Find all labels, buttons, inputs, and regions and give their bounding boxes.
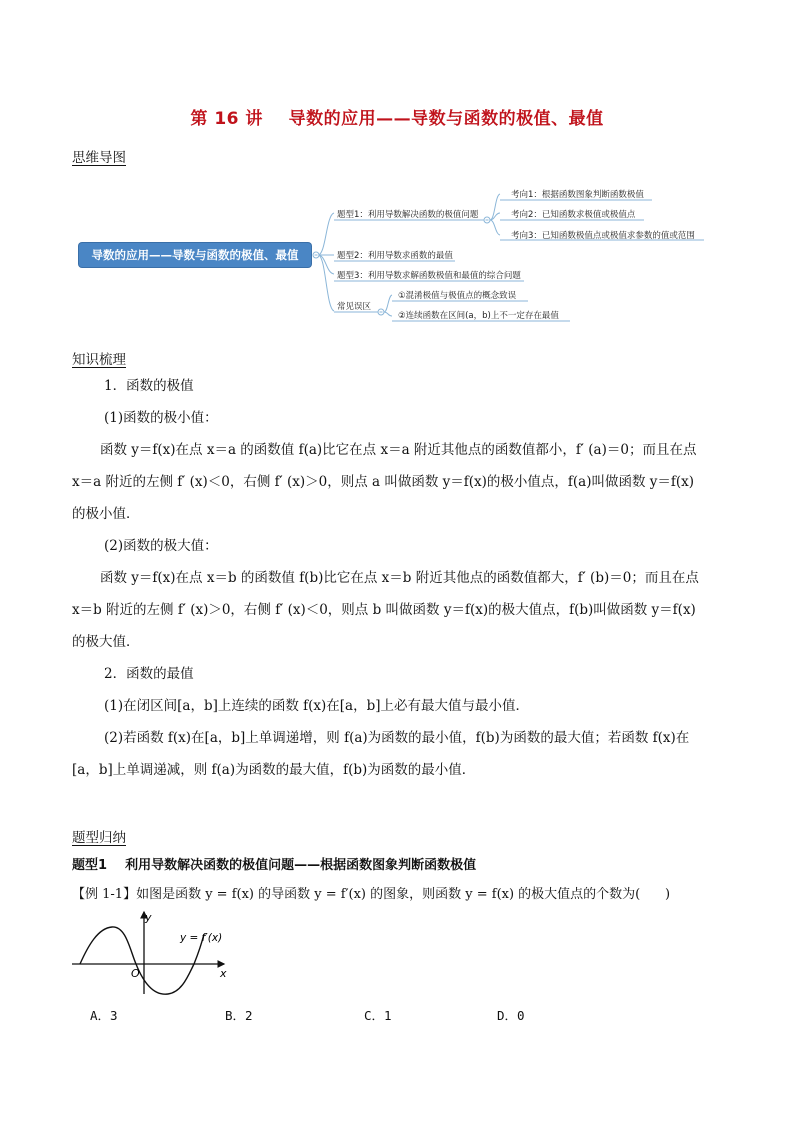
example-question: 【例 1-1】如图是函数 y = f(x) 的导函数 y = f′(x) 的图象，则函数 y = f(x) 的极大值点的个数为( ): [72, 887, 671, 902]
x-axis-label: x: [220, 967, 227, 980]
mindmap-sub-4-1: ①混淆极值与极值点的概念致误: [398, 291, 517, 301]
heading-local-max: (2)函数的极大值：: [104, 538, 218, 554]
option-d: D．0: [497, 1008, 525, 1023]
heading-local-min: (1)函数的极小值：: [104, 410, 218, 426]
paragraph-local-min-line3: 的极小值．: [72, 506, 140, 522]
mindmap-sub-4-2: ②连续函数在区间(a，b)上不一定存在最值: [398, 311, 559, 321]
paragraph-monotonic-line2: [a，b]上单调递减，则 f(a)为函数的最大值，f(b)为函数的最小值．: [72, 762, 476, 778]
mindmap-branch-1: 题型1：利用导数解决函数的极值问题: [337, 210, 479, 220]
option-a: A．3: [90, 1008, 118, 1023]
section-heading-knowledge: 知识梳理: [72, 352, 126, 368]
derivative-graph: [68, 906, 238, 998]
mindmap-connectors: [0, 0, 794, 340]
heading-extreme-values: 1．函数的极值: [104, 378, 194, 394]
paragraph-local-max-line2: x＝b 附近的左侧 f′ (x)＞0，右侧 f′ (x)＜0，则点 b 叫做函数 y＝f(x)的极大值点，f(b)叫做函数 y＝f(x): [72, 602, 696, 618]
paragraph-local-max-line1: 函数 y＝f(x)在点 x＝b 的函数值 f(b)比它在点 x＝b 附近其他点的函数值都大，f′ (b)＝0；而且在点: [100, 570, 699, 586]
mindmap-sub-1-2: 考向2：已知函数求极值或极值点: [511, 210, 636, 220]
heading-max-min: 2．函数的最值: [104, 666, 194, 682]
section-heading-types: 题型归纳: [72, 830, 126, 846]
option-b: B．2: [225, 1008, 253, 1023]
option-c: C．1: [364, 1008, 392, 1023]
mindmap-branch-3: 题型3：利用导数求解函数极值和最值的综合问题: [337, 271, 521, 281]
type-heading: 题型1 利用导数解决函数的极值问题——根据函数图象判断函数极值: [72, 858, 477, 873]
y-axis-label: y: [145, 911, 152, 924]
paragraph-local-max-line3: 的极大值．: [72, 634, 140, 650]
mindmap-sub-1-1: 考向1：根据函数图象判断函数极值: [511, 190, 644, 200]
paragraph-monotonic-line1: (2)若函数 f(x)在[a，b]上单调递增，则 f(a)为函数的最小值，f(b)为函数的最大值；若函数 f(x)在: [104, 730, 690, 746]
mindmap-branch-4: 常见误区: [337, 302, 372, 312]
curve-label: y = f′(x): [180, 932, 223, 944]
mindmap-sub-1-3: 考向3：已知函数极值点或极值求参数的值或范围: [511, 231, 695, 241]
section-heading-mindmap: 思维导图: [72, 150, 126, 166]
origin-label: O: [131, 967, 140, 980]
page-title: 第 16 讲 导数的应用——导数与函数的极值、最值: [190, 109, 604, 129]
paragraph-local-min-line1: 函数 y＝f(x)在点 x＝a 的函数值 f(a)比它在点 x＝a 附近其他点的函数值都小，f′ (a)＝0；而且在点: [100, 442, 697, 458]
mindmap-root-node: 导数的应用——导数与函数的极值、最值: [79, 243, 311, 267]
paragraph-closed-interval: (1)在闭区间[a，b]上连续的函数 f(x)在[a，b]上必有最大值与最小值．: [104, 698, 530, 714]
paragraph-local-min-line2: x＝a 附近的左侧 f′ (x)＜0，右侧 f′ (x)＞0，则点 a 叫做函数 y＝f(x)的极小值点，f(a)叫做函数 y＝f(x): [72, 474, 695, 490]
mindmap-branch-2: 题型2：利用导数求函数的最值: [337, 251, 453, 261]
